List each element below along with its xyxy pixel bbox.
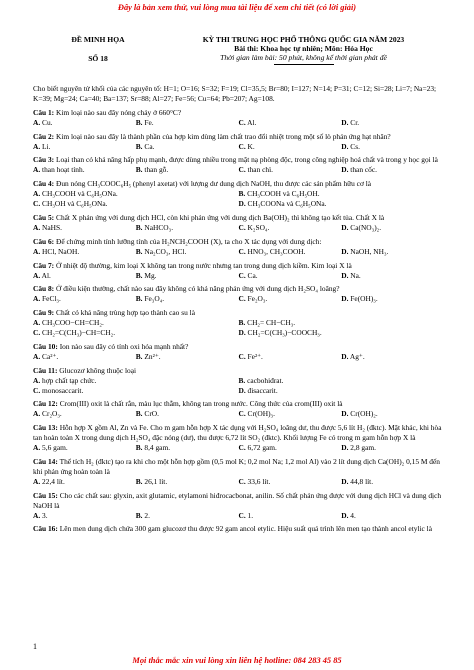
- option-letter: A.: [33, 165, 41, 175]
- option-letter: A.: [33, 141, 41, 151]
- option-text: đisaccarit.: [247, 385, 278, 395]
- option-text: 6,72 gam.: [247, 443, 277, 453]
- answer-option[interactable]: [341, 511, 444, 521]
- option-letter: B.: [238, 189, 246, 199]
- answer-options: [33, 247, 444, 257]
- answer-options: [33, 409, 444, 419]
- option-text: CH₃COOH và C₆H₅OH.: [247, 189, 320, 199]
- option-text: than hoạt tính.: [42, 165, 85, 175]
- option-text: Mg.: [144, 270, 157, 280]
- answer-option[interactable]: [136, 477, 239, 487]
- option-letter: C.: [238, 141, 246, 151]
- answer-option[interactable]: [341, 352, 444, 362]
- question-6: [33, 237, 444, 257]
- option-text: Zn²⁺.: [144, 351, 161, 361]
- option-letter: D.: [341, 246, 349, 256]
- answer-option[interactable]: [136, 443, 239, 453]
- question-list: [33, 108, 444, 535]
- answer-option[interactable]: [33, 443, 136, 453]
- question-label: Câu 9:: [33, 308, 55, 318]
- option-letter: C.: [238, 443, 246, 453]
- answer-option[interactable]: [136, 142, 239, 152]
- question-text: Hỗn hợp X gồm Al, Zn và Fe. Cho m gam hỗn hợp X tác dụng với H₂SO₄ loãng dư, thu được 5,6 lít H₂ (đktc). Mặt khác, khi hòa tan hoàn toàn X trong dung dịch H₂SO₄ đặc nóng (dư), thu được 6,72 lít SO₂ (đktc). Khối lượng Fe có trong m gam hỗn hợp X là: [33, 423, 442, 443]
- answer-option[interactable]: [136, 511, 239, 521]
- option-text: than cốc.: [350, 165, 377, 175]
- answer-options: [33, 443, 444, 453]
- question-10: [33, 342, 444, 362]
- option-text: Cr(OH)₂.: [350, 409, 378, 419]
- answer-option[interactable]: [33, 318, 239, 328]
- question-16: [33, 524, 444, 534]
- option-text: 2.: [144, 510, 150, 520]
- answer-option[interactable]: [136, 294, 239, 304]
- question-text: Kim loại nào sau đây nóng chảy ở 660°C?: [56, 107, 182, 117]
- answer-option[interactable]: [33, 328, 239, 338]
- option-text: CH₃COONa và C₆H₅ONa.: [247, 199, 327, 209]
- option-letter: C.: [238, 510, 246, 520]
- option-letter: C.: [238, 246, 246, 256]
- answer-option[interactable]: [33, 386, 239, 396]
- option-text: hợp chất tạp chức.: [42, 375, 97, 385]
- option-text: monosaccarit.: [42, 385, 84, 395]
- option-letter: B.: [135, 117, 143, 127]
- option-text: Fe.: [144, 117, 154, 127]
- answer-option[interactable]: [33, 165, 136, 175]
- answer-options: [33, 189, 444, 209]
- option-letter: C.: [238, 351, 246, 361]
- answer-option[interactable]: [33, 352, 136, 362]
- option-text: 22,4 lít.: [42, 476, 65, 486]
- header-divider: [274, 64, 334, 65]
- question-label: Câu 3:: [33, 155, 55, 165]
- option-text: HCl, NaOH.: [42, 246, 80, 256]
- answer-option[interactable]: [33, 199, 239, 209]
- question-label: Câu 8:: [33, 284, 55, 294]
- exam-title: KỲ THI TRUNG HỌC PHỔ THÔNG QUỐC GIA NĂM 2023: [202, 35, 405, 44]
- question-stem: [33, 423, 444, 443]
- answer-option[interactable]: [341, 247, 444, 257]
- option-text: 5,6 gam.: [42, 443, 68, 453]
- header-right: [163, 35, 444, 65]
- option-text: than gỗ.: [144, 165, 169, 175]
- question-label: Câu 6:: [33, 236, 55, 246]
- answer-option[interactable]: [33, 189, 239, 199]
- option-text: CH₃OH và C₆H₅ONa.: [42, 199, 108, 209]
- answer-option[interactable]: [136, 165, 239, 175]
- question-text: Thể tích H₂ (đktc) tạo ra khi cho một hỗn hợp gồm (0,5 mol K; 0,2 mol Na; 1,2 mol Al) vào 2 lít dung dịch Ca(OH)₂ 0,15 M đến khi phản ứng hoàn toàn là: [33, 457, 440, 476]
- option-letter: C.: [238, 117, 246, 127]
- option-text: Al.: [247, 117, 257, 127]
- question-text: Chất X phản ứng với dung dịch HCl, còn khi phản ứng với dung dịch Ba(OH)₂ thì không tạo kết tủa. Chất X là: [56, 212, 385, 222]
- question-label: Câu 5:: [33, 212, 55, 222]
- exam-header: [33, 35, 444, 65]
- option-letter: A.: [33, 476, 41, 486]
- option-text: Cr(OH)₃.: [247, 409, 275, 419]
- question-1: [33, 108, 444, 128]
- question-text: Ion nào sau đây có tính oxi hóa mạnh nhất?: [59, 341, 189, 351]
- option-letter: C.: [33, 385, 41, 395]
- option-letter: A.: [33, 246, 41, 256]
- answer-option[interactable]: [341, 477, 444, 487]
- option-letter: B.: [135, 165, 143, 175]
- question-label: Câu 7:: [33, 260, 55, 270]
- option-letter: A.: [33, 222, 41, 232]
- option-text: NaOH, NH₃.: [350, 246, 389, 256]
- answer-option[interactable]: [239, 199, 445, 209]
- option-text: Cu.: [42, 117, 53, 127]
- answer-option[interactable]: [341, 443, 444, 453]
- option-letter: A.: [33, 318, 41, 328]
- option-text: 4.: [350, 510, 356, 520]
- option-text: 2,8 gam.: [350, 443, 376, 453]
- question-5: [33, 213, 444, 233]
- answer-option[interactable]: [239, 376, 445, 386]
- answer-option[interactable]: [239, 223, 342, 233]
- option-text: CH₃COOH và C₆H₅ONa.: [42, 189, 118, 199]
- option-letter: B.: [135, 510, 143, 520]
- answer-option[interactable]: [136, 409, 239, 419]
- answer-options: [33, 477, 444, 487]
- option-text: HNO₃, CH₃COOH.: [247, 246, 306, 256]
- question-text: Loại than có khả năng hấp phụ mạnh, được dùng nhiều trong mặt nạ phòng độc, trong công nghiệp hoá chất và trong y học gọi là: [56, 155, 438, 165]
- question-stem: [33, 491, 444, 511]
- answer-option[interactable]: [239, 511, 342, 521]
- question-13: [33, 423, 444, 453]
- answer-option[interactable]: [239, 443, 342, 453]
- answer-option[interactable]: [239, 352, 342, 362]
- option-letter: B.: [135, 409, 143, 419]
- option-letter: B.: [135, 246, 143, 256]
- answer-options: [33, 165, 444, 175]
- option-letter: C.: [33, 328, 41, 338]
- option-letter: C.: [238, 222, 246, 232]
- option-text: NaHCO₃.: [144, 222, 174, 232]
- option-text: 26,1 lít.: [144, 476, 168, 486]
- option-text: 1.: [247, 510, 254, 520]
- answer-option[interactable]: [136, 118, 239, 128]
- option-text: Cr₂O₃.: [42, 409, 62, 419]
- question-label: Câu 16:: [33, 524, 58, 534]
- option-text: Ca(NO₃)₂.: [350, 222, 382, 232]
- answer-option[interactable]: [341, 223, 444, 233]
- question-stem: [33, 108, 444, 118]
- answer-option[interactable]: [136, 223, 239, 233]
- atomic-mass-intro: Cho biết nguyên tử khối của các nguyên tố: H=1; O=16; S=32; F=19; Cl=35,5; Br=80; I=127; N=14; P=31; C=12; Si=28; Li=7; Na=23; K=39; Mg=24; Ca=40; Ba=137; Sr=88; Al=27; Fe=56; Cu=64; Pb=207; Ag=108.: [33, 84, 437, 103]
- option-text: 44,8 lít.: [350, 476, 374, 486]
- answer-option[interactable]: [33, 223, 136, 233]
- answer-option[interactable]: [33, 409, 136, 419]
- question-label: Câu 11:: [33, 365, 58, 375]
- preview-banner[interactable]: Đây là bản xem thử, vui lòng mua tài liệu để xem chi tiết (có lời giải): [117, 3, 357, 12]
- option-text: 33,6 lít.: [247, 476, 271, 486]
- option-letter: C.: [238, 476, 246, 486]
- option-letter: B.: [135, 476, 143, 486]
- option-letter: B.: [135, 351, 143, 361]
- answer-option[interactable]: [136, 271, 239, 281]
- option-text: cacbohiđrat.: [247, 375, 284, 385]
- option-text: Al.: [41, 270, 51, 280]
- question-9: [33, 308, 444, 338]
- question-label: Câu 1:: [33, 107, 55, 117]
- option-letter: D.: [341, 443, 349, 453]
- option-letter: B.: [135, 222, 143, 232]
- option-letter: D.: [341, 294, 349, 304]
- option-letter: D.: [341, 510, 349, 520]
- question-label: Câu 12:: [33, 399, 58, 409]
- option-letter: C.: [238, 165, 246, 175]
- answer-options: [33, 142, 444, 152]
- answer-option[interactable]: [341, 165, 444, 175]
- question-label: Câu 4:: [33, 179, 55, 189]
- option-text: CH₃COO−CH=CH₂.: [42, 318, 104, 328]
- option-letter: D.: [341, 351, 349, 361]
- question-text: Chất có khả năng trùng hợp tạo thành cao su là: [56, 308, 195, 318]
- answer-option[interactable]: [239, 189, 445, 199]
- question-stem: [33, 179, 444, 189]
- option-letter: B.: [238, 318, 246, 328]
- exam-body: [33, 84, 444, 534]
- option-letter: C.: [33, 199, 41, 209]
- option-letter: C.: [238, 409, 246, 419]
- option-letter: D.: [341, 222, 349, 232]
- option-letter: A.: [33, 375, 41, 385]
- exam-subject: Bài thi: Khoa học tự nhiên; Môn: Hóa Học: [234, 44, 373, 53]
- answer-option[interactable]: [239, 328, 445, 338]
- question-stem: [33, 399, 444, 409]
- option-letter: D.: [238, 199, 246, 209]
- option-text: Ca.: [247, 270, 258, 280]
- answer-options: [33, 511, 444, 521]
- option-letter: A.: [33, 270, 41, 280]
- question-11: [33, 366, 444, 396]
- option-letter: D.: [341, 117, 349, 127]
- answer-option[interactable]: [239, 118, 342, 128]
- question-text: Glucozơ không thuộc loại: [59, 365, 137, 375]
- hotline-banner[interactable]: Mọi thắc mắc xin vui lòng xin liên hệ hotline: 084 283 45 85: [132, 656, 342, 665]
- option-letter: C.: [238, 294, 246, 304]
- question-label: Câu 15:: [33, 490, 58, 500]
- question-stem: [33, 213, 444, 223]
- option-text: Ca²⁺.: [42, 351, 59, 361]
- question-7: [33, 261, 444, 281]
- answer-option[interactable]: [239, 165, 342, 175]
- answer-options: [33, 376, 444, 396]
- question-text: Để chứng minh tính lưỡng tính của H₂NCH₂COOH (X), ta cho X tác dụng với dung dịch:: [56, 236, 322, 246]
- option-letter: A.: [33, 294, 41, 304]
- question-14: [33, 457, 444, 487]
- answer-options: [33, 294, 444, 304]
- question-label: Câu 10:: [33, 341, 58, 351]
- page-number: 1: [33, 642, 37, 651]
- answer-option[interactable]: [33, 247, 136, 257]
- question-stem: [33, 366, 444, 376]
- exam-code: SỐ 18: [88, 54, 108, 63]
- option-text: K.: [247, 141, 255, 151]
- answer-option[interactable]: [239, 477, 342, 487]
- option-letter: D.: [341, 141, 349, 151]
- answer-option[interactable]: [239, 409, 342, 419]
- option-text: CH₂=C(CH₃)−COOCH₃.: [247, 328, 322, 338]
- option-text: NaHS.: [42, 222, 62, 232]
- question-text: Ở nhiệt độ thường, kim loại X không tan trong nước nhưng tan trong dung dịch kiềm. Kim loại X là: [56, 260, 352, 270]
- exam-time: Thời gian làm bài: 50 phút, không kể thời gian phát đề: [220, 53, 387, 62]
- question-15: [33, 491, 444, 521]
- option-letter: D.: [341, 409, 349, 419]
- question-8: [33, 284, 444, 304]
- question-stem: [33, 457, 444, 477]
- option-letter: D.: [341, 476, 349, 486]
- answer-option[interactable]: [341, 294, 444, 304]
- exam-type-title: ĐỀ MINH HỌA: [71, 35, 125, 44]
- answer-option[interactable]: [136, 352, 239, 362]
- option-letter: B.: [135, 270, 143, 280]
- answer-option[interactable]: [239, 142, 342, 152]
- option-text: Na₂CO₃, HCl.: [144, 246, 187, 256]
- option-letter: A.: [33, 351, 41, 361]
- answer-option[interactable]: [33, 511, 136, 521]
- question-4: [33, 179, 444, 209]
- answer-option[interactable]: [341, 409, 444, 419]
- option-text: CH₂=C(CH₃)−CH=CH₂.: [42, 328, 116, 338]
- option-letter: A.: [33, 510, 41, 520]
- option-text: Fe(OH)₃.: [350, 294, 378, 304]
- question-3: [33, 155, 444, 175]
- question-stem: [33, 237, 444, 247]
- answer-options: [33, 223, 444, 233]
- option-letter: B.: [135, 443, 143, 453]
- option-letter: D.: [341, 270, 349, 280]
- option-text: 3.: [42, 510, 48, 520]
- question-label: Câu 14:: [33, 457, 58, 466]
- question-stem: [33, 155, 444, 165]
- answer-options: [33, 318, 444, 338]
- question-text: Ở điều kiện thường, chất nào sau đây không có khả năng phản ứng với dung dịch H₂SO₄ loãng?: [56, 284, 340, 294]
- answer-option[interactable]: [239, 294, 342, 304]
- option-text: 8,4 gam.: [144, 443, 171, 453]
- option-letter: D.: [341, 165, 349, 175]
- answer-option[interactable]: [341, 118, 444, 128]
- option-letter: B.: [238, 375, 246, 385]
- answer-option[interactable]: [239, 247, 342, 257]
- option-letter: A.: [33, 189, 41, 199]
- option-text: Cs.: [350, 141, 360, 151]
- option-letter: A.: [33, 443, 41, 453]
- option-letter: A.: [33, 409, 41, 419]
- answer-option[interactable]: [33, 271, 136, 281]
- answer-option[interactable]: [341, 271, 444, 281]
- question-2: [33, 132, 444, 152]
- answer-option[interactable]: [33, 477, 136, 487]
- option-letter: C.: [238, 270, 246, 280]
- answer-option[interactable]: [33, 118, 136, 128]
- answer-option[interactable]: [33, 142, 136, 152]
- option-letter: A.: [33, 117, 41, 127]
- question-text: Crom(III) oxit là chất rắn, màu lục thẫm, không tan trong nước. Công thức của crom(III) oxit là: [59, 399, 343, 409]
- question-stem: [33, 261, 444, 271]
- option-text: Cr.: [350, 117, 360, 127]
- option-text: CrO.: [144, 409, 159, 419]
- question-label: Câu 13:: [33, 423, 58, 433]
- option-text: than chì.: [247, 165, 273, 175]
- question-12: [33, 399, 444, 419]
- question-stem: [33, 284, 444, 294]
- question-text: Cho các chất sau: glyxin, axit glutamic, etylamoni hiđrocacbonat, anilin. Số chất phản ứng được với dung dịch HCl và dung dịch NaOH là: [33, 490, 442, 510]
- question-text: Đun nóng CH₃COOC₆H₅ (phenyl axetat) với lượng dư dung dịch NaOH, thu được các sản phẩm hữu cơ là: [56, 179, 372, 189]
- option-text: Ca.: [144, 141, 155, 151]
- option-text: Ag⁺.: [349, 351, 365, 361]
- answer-option[interactable]: [239, 271, 342, 281]
- answer-option[interactable]: [33, 376, 239, 386]
- question-label: Câu 2:: [33, 131, 55, 141]
- option-text: Li.: [42, 141, 51, 151]
- option-text: Fe₂O₃.: [247, 294, 268, 304]
- option-letter: B.: [135, 141, 143, 151]
- answer-option[interactable]: [33, 294, 136, 304]
- answer-option[interactable]: [239, 386, 445, 396]
- option-text: Fe₃O₄.: [144, 294, 165, 304]
- question-stem: [33, 342, 444, 352]
- option-text: K₂SO₄.: [247, 222, 270, 232]
- answer-options: [33, 118, 444, 128]
- header-left: [33, 35, 163, 65]
- option-letter: D.: [238, 328, 246, 338]
- question-text: Lên men dung dịch chứa 300 gam glucozơ thu được 92 gam ancol etylic. Hiệu suất quá trình lên men tạo thành ancol etylic là: [59, 524, 433, 534]
- option-text: FeCl₃.: [42, 294, 61, 304]
- option-letter: D.: [238, 385, 246, 395]
- question-text: Kim loại nào sau đây là thành phần của hợp kim dùng làm chất trao đổi nhiệt trong một số lò phản ứng hạt nhân?: [56, 131, 391, 141]
- option-text: Na.: [350, 270, 361, 280]
- answer-options: [33, 271, 444, 281]
- answer-option[interactable]: [341, 142, 444, 152]
- option-text: CH₂= CH−CH₃.: [247, 318, 296, 328]
- option-text: Fe²⁺.: [247, 351, 263, 361]
- answer-option[interactable]: [239, 318, 445, 328]
- question-stem: [33, 308, 444, 318]
- answer-option[interactable]: [136, 247, 239, 257]
- question-stem: [33, 132, 444, 142]
- answer-options: [33, 352, 444, 362]
- question-stem: [33, 524, 444, 534]
- option-letter: B.: [135, 294, 143, 304]
